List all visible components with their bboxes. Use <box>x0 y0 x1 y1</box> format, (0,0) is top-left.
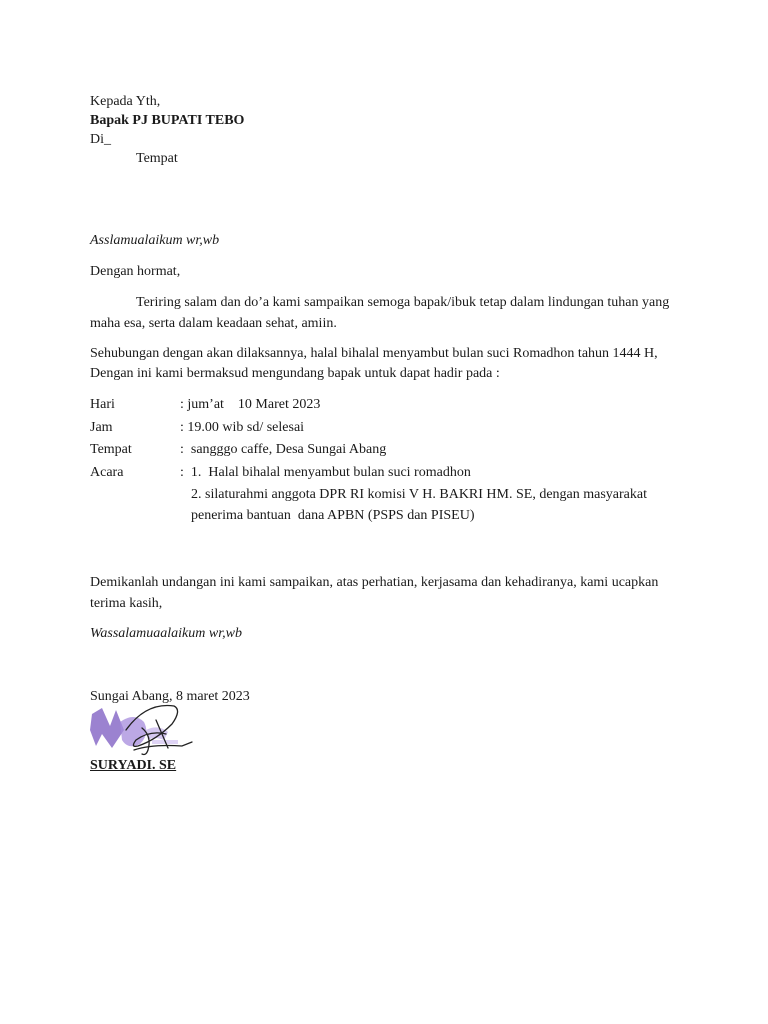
signature-stamp-image <box>86 700 196 762</box>
acara-item-2-line-1: 2. silaturahmi anggota DPR RI komisi V H. BAKRI HM. SE, dengan masyarakat <box>191 487 647 502</box>
place-date: Sungai Abang, 8 maret 2023 <box>90 689 250 704</box>
opening-salam: Asslamualaikum wr,wb <box>90 233 220 248</box>
tempat-label: Tempat <box>90 442 132 457</box>
acara-item-1: : 1. Halal bihalal menyambut bulan suci romadhon <box>180 465 471 480</box>
jam-label: Jam <box>90 420 113 435</box>
paragraph-1: Teriring salam dan do’a kami sampaikan semoga bapak/ibuk tetap dalam lindungan tuhan yang maha esa, serta dalam keadaan sehat, amiin. <box>90 295 670 331</box>
hari-label: Hari <box>90 397 115 412</box>
signer-name: SURYADI. SE <box>90 758 177 773</box>
salutation: Dengan hormat, <box>90 264 181 279</box>
paragraph-2-line-2: Dengan ini kami bermaksud mengundang bapak untuk dapat hadir pada : <box>90 366 500 381</box>
tempat-value: : sangggo caffe, Desa Sungai Abang <box>180 442 387 457</box>
acara-item-2-line-2: penerima bantuan dana APBN (PSPS dan PISEU) <box>191 508 475 523</box>
paragraph-2-line-1: Sehubungan dengan akan dilaksannya, halal bihalal menyambut bulan suci Romadhon tahun 1444 H, <box>90 346 658 361</box>
closing-paragraph: Demikanlah undangan ini kami sampaikan, atas perhatian, kerjasama dan kehadiranya, kami ucapkan terima kasih, <box>90 575 659 611</box>
recipient-place: Tempat <box>136 151 178 166</box>
hari-value: : jum’at 10 Maret 2023 <box>180 397 321 412</box>
recipient-di: Di_ <box>90 132 111 147</box>
recipient-name: Bapak PJ BUPATI TEBO <box>90 113 245 128</box>
acara-label: Acara <box>90 465 124 480</box>
jam-value: : 19.00 wib sd/ selesai <box>180 420 305 435</box>
closing-salam: Wassalamuaalaikum wr,wb <box>90 626 242 641</box>
recipient-greeting: Kepada Yth, <box>90 94 161 109</box>
